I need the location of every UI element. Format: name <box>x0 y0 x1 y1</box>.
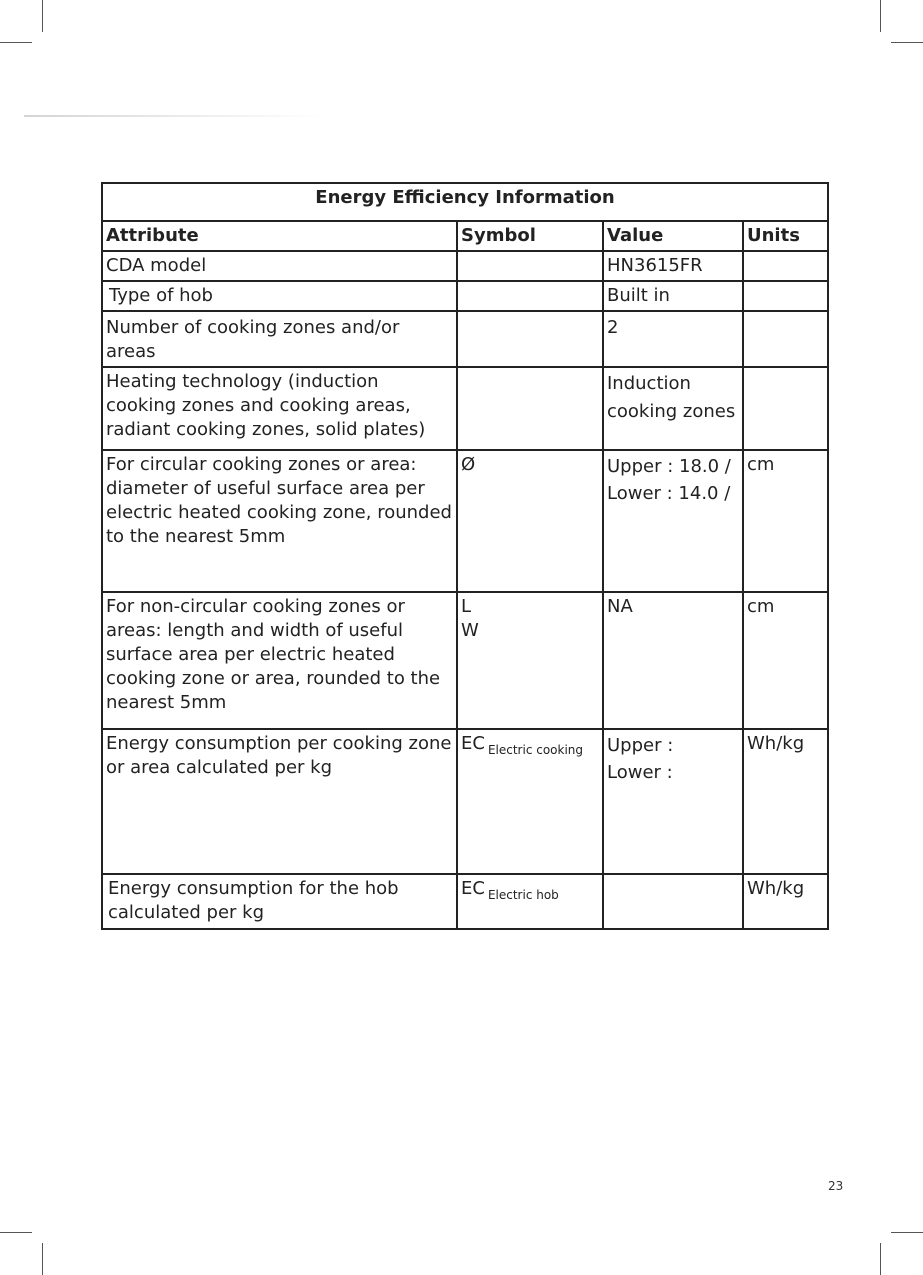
units-cell <box>743 311 828 367</box>
table-title: Energy Efficiency Information <box>102 183 828 221</box>
crop-mark <box>891 1232 923 1233</box>
symbol-main: EC <box>461 733 485 754</box>
value-cell <box>603 450 743 592</box>
units-cell: Wh/kg <box>743 874 828 929</box>
value-cell <box>603 874 743 929</box>
table-row <box>102 450 828 592</box>
crop-mark <box>880 1243 881 1275</box>
value-cell: Induction cooking zones <box>603 367 743 450</box>
symbol-main: EC <box>461 878 485 899</box>
value-cell <box>603 729 743 874</box>
value-upper: Upper : 18.0 / <box>607 456 731 477</box>
symbol-cell: Ø <box>457 450 603 592</box>
attribute-cell: For non-circular cooking zones or areas: length and width of useful surface area per electric heated cooking zone or area, rounded to the nearest 5mm <box>102 592 457 729</box>
symbol-cell <box>457 281 603 311</box>
units-cell <box>743 251 828 281</box>
crop-mark <box>0 42 32 43</box>
table-row <box>102 311 828 367</box>
energy-efficiency-table <box>101 182 829 930</box>
units-cell: cm <box>743 450 828 592</box>
crop-mark <box>0 1232 32 1233</box>
attribute-cell: Energy consumption per cooking zone or area calculated per kg <box>102 729 457 874</box>
crop-mark <box>891 42 923 43</box>
value-lower: Lower : 14.0 / <box>607 483 731 504</box>
units-cell <box>743 281 828 311</box>
header-value: Value <box>603 221 743 251</box>
value-cell: HN3615FR <box>603 251 743 281</box>
value-cell: 2 <box>603 311 743 367</box>
attribute-cell: Heating technology (induction cooking zones and cooking areas, radiant cooking zones, solid plates) <box>102 367 457 450</box>
value-cell: NA <box>603 592 743 729</box>
symbol-cell <box>457 311 603 367</box>
symbol-cell <box>457 251 603 281</box>
units-cell: cm <box>743 592 828 729</box>
table-row <box>102 592 828 729</box>
symbol-width: W <box>461 620 479 641</box>
symbol-cell <box>457 592 603 729</box>
header-units: Units <box>743 221 828 251</box>
attribute-cell: Energy consumption for the hob calculated per kg <box>102 874 457 929</box>
crop-mark <box>880 0 881 32</box>
value-upper: Upper : <box>607 735 674 756</box>
value-cell: Built in <box>603 281 743 311</box>
header-rule <box>24 115 324 117</box>
attribute-cell: Type of hob <box>102 281 457 311</box>
units-cell: Wh/kg <box>743 729 828 874</box>
header-symbol: Symbol <box>457 221 603 251</box>
units-cell <box>743 367 828 450</box>
symbol-cell <box>457 874 603 929</box>
attribute-cell: For circular cooking zones or area: diameter of useful surface area per electric heated cooking zone, rounded to the nearest 5mm <box>102 450 457 592</box>
attribute-cell: Number of cooking zones and/or areas <box>102 311 457 367</box>
symbol-subscript: Electric cooking <box>487 743 584 757</box>
table-row <box>102 251 828 281</box>
symbol-cell <box>457 729 603 874</box>
table-row <box>102 281 828 311</box>
value-lower: Lower : <box>607 762 673 783</box>
attribute-cell: CDA model <box>102 251 457 281</box>
crop-mark <box>42 1243 43 1275</box>
symbol-length: L <box>461 596 472 617</box>
page-number: 23 <box>828 1179 844 1193</box>
symbol-subscript: Electric hob <box>487 888 559 902</box>
symbol-cell <box>457 367 603 450</box>
table-row <box>102 367 828 450</box>
table-row <box>102 729 828 874</box>
header-attribute: Attribute <box>102 221 457 251</box>
crop-mark <box>42 0 43 32</box>
table-row <box>102 874 828 929</box>
